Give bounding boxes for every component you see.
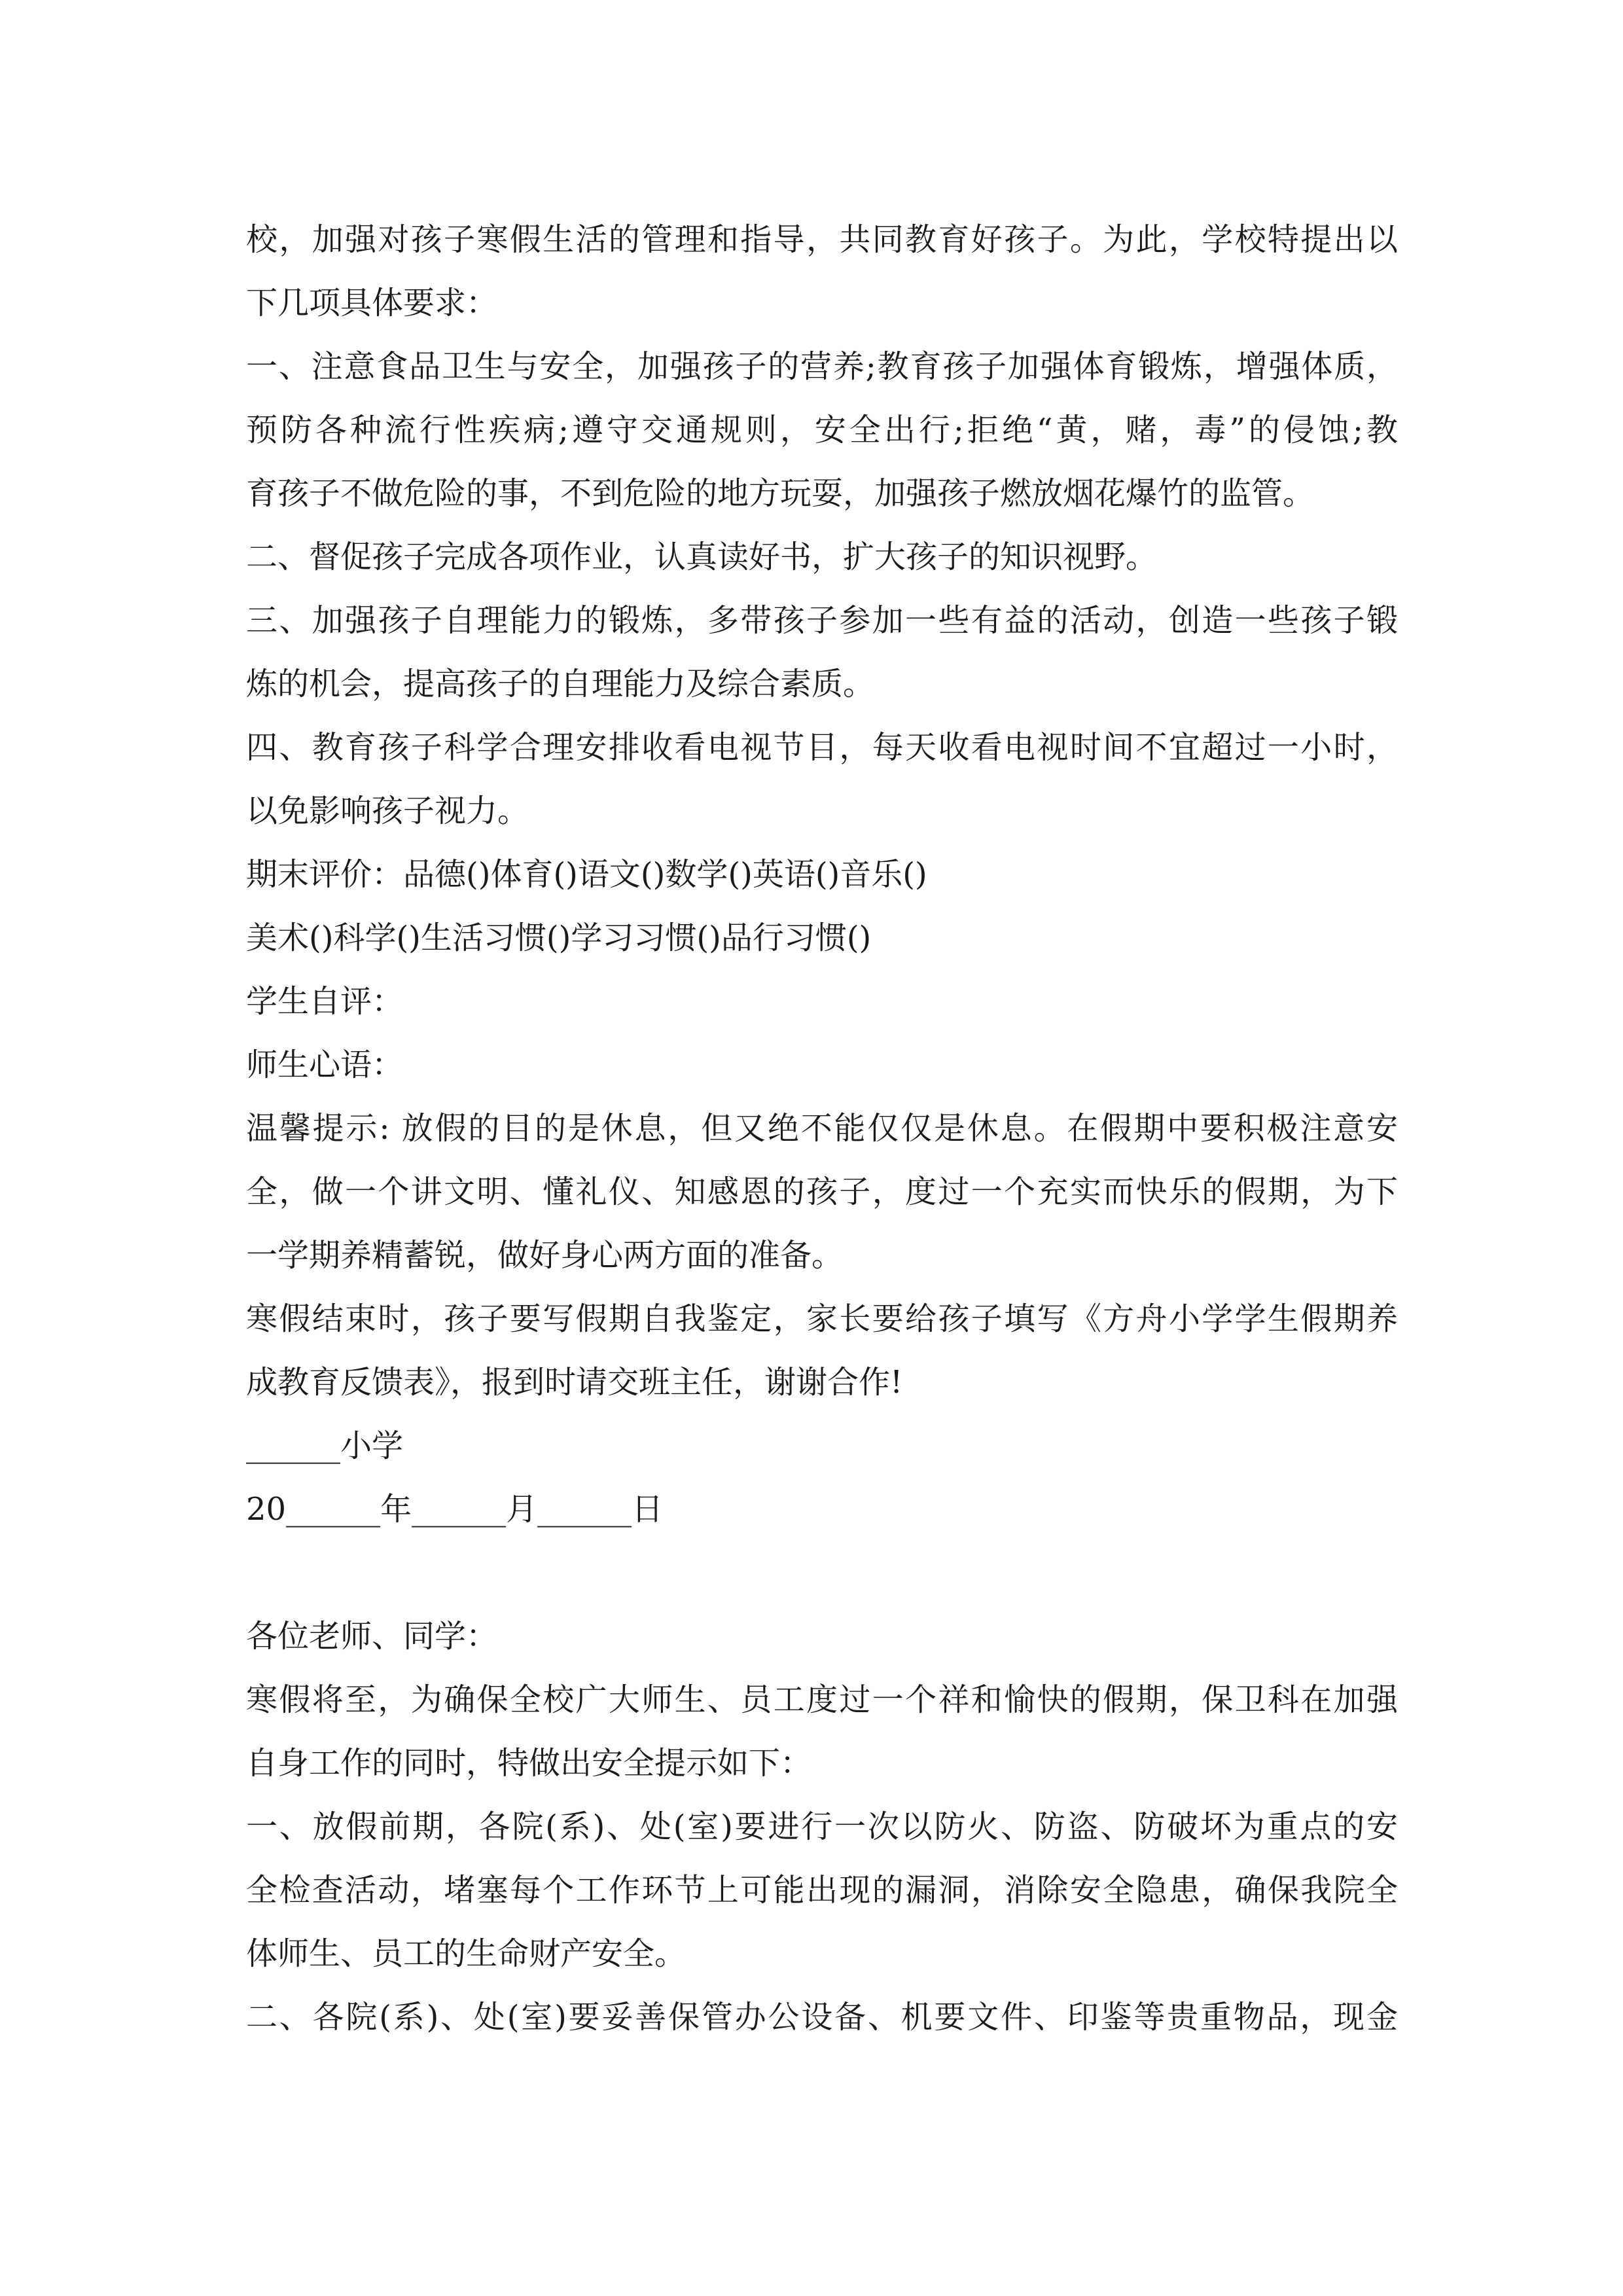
paragraph-line: 育孩子不做危险的事，不到危险的地方玩耍，加强孩子燃放烟花爆竹的监管。 (246, 475, 1315, 512)
paragraph-line: 校，加强对孩子寒假生活的管理和指导，共同教育好孩子。为此，学校特提出以 (246, 221, 1398, 258)
school-signature-line: ______小学 (246, 1427, 404, 1464)
paragraph-line: 温馨提示: 放假的目的是休息，但又绝不能仅仅是休息。在假期中要积极注意安 (246, 1110, 1398, 1147)
paragraph-line: 寒假将至，为确保全校广大师生、员工度过一个祥和愉快的假期，保卫科在加强 (246, 1681, 1398, 1718)
evaluation-line: 期末评价：品德()体育()语文()数学()英语()音乐() (246, 856, 927, 893)
paragraph-line: 全，做一个讲文明、懂礼仪、知感恩的孩子，度过一个充实而快乐的假期，为下 (246, 1174, 1398, 1210)
paragraph-line: 四、教育孩子科学合理安排收看电视节目，每天收看电视时间不宜超过一小时， (246, 729, 1398, 766)
teacher-student-message-label: 师生心语： (246, 1047, 404, 1083)
notice-parents-section (246, 208, 1398, 1541)
paragraph-line: 下几项具体要求： (246, 285, 498, 321)
student-self-evaluation-label: 学生自评： (246, 983, 404, 1020)
paragraph-line: 体师生、员工的生命财产安全。 (246, 1935, 687, 1972)
paragraph-line: 自身工作的同时，特做出安全提示如下： (246, 1745, 812, 1782)
paragraph-line: 寒假结束时，孩子要写假期自我鉴定，家长要给孩子填写《方舟小学学生假期养 (246, 1300, 1398, 1337)
evaluation-line: 美术()科学()生活习惯()学习习惯()品行习惯() (246, 920, 872, 956)
paragraph-line: 二、督促孩子完成各项作业，认真读好书，扩大孩子的知识视野。 (246, 539, 1158, 575)
salutation-line: 各位老师、同学： (246, 1618, 498, 1655)
paragraph-line: 以免影响孩子视力。 (246, 793, 529, 829)
safety-notice-section (246, 1605, 1398, 2049)
paragraph-line: 炼的机会，提高孩子的自理能力及综合素质。 (246, 666, 875, 702)
paragraph-line: 三、加强孩子自理能力的锻炼，多带孩子参加一些有益的活动，创造一些孩子锻 (246, 602, 1398, 639)
section-spacer (246, 1541, 1398, 1605)
paragraph-line: 成教育反馈表》，报到时请交班主任，谢谢合作! (246, 1364, 903, 1401)
paragraph-line: 一学期养精蓄锐，做好身心两方面的准备。 (246, 1237, 844, 1274)
paragraph-line: 一、放假前期，各院(系)、处(室)要进行一次以防火、防盗、防破坏为重点的安 (246, 1808, 1398, 1845)
paragraph-line: 二、各院(系)、处(室)要妥善保管办公设备、机要文件、印鉴等贵重物品，现金 (246, 1999, 1398, 2036)
date-line: 20______年______月______日 (246, 1491, 664, 1528)
paragraph-line: 预防各种流行性疾病;遵守交通规则，安全出行;拒绝“黄，赌，毒”的侵蚀;教 (246, 412, 1398, 448)
paragraph-line: 一、注意食品卫生与安全，加强孩子的营养;教育孩子加强体育锻炼，增强体质， (246, 348, 1398, 385)
paragraph-line: 全检查活动，堵塞每个工作环节上可能出现的漏洞，消除安全隐患，确保我院全 (246, 1872, 1398, 1909)
document-body (246, 208, 1398, 2049)
